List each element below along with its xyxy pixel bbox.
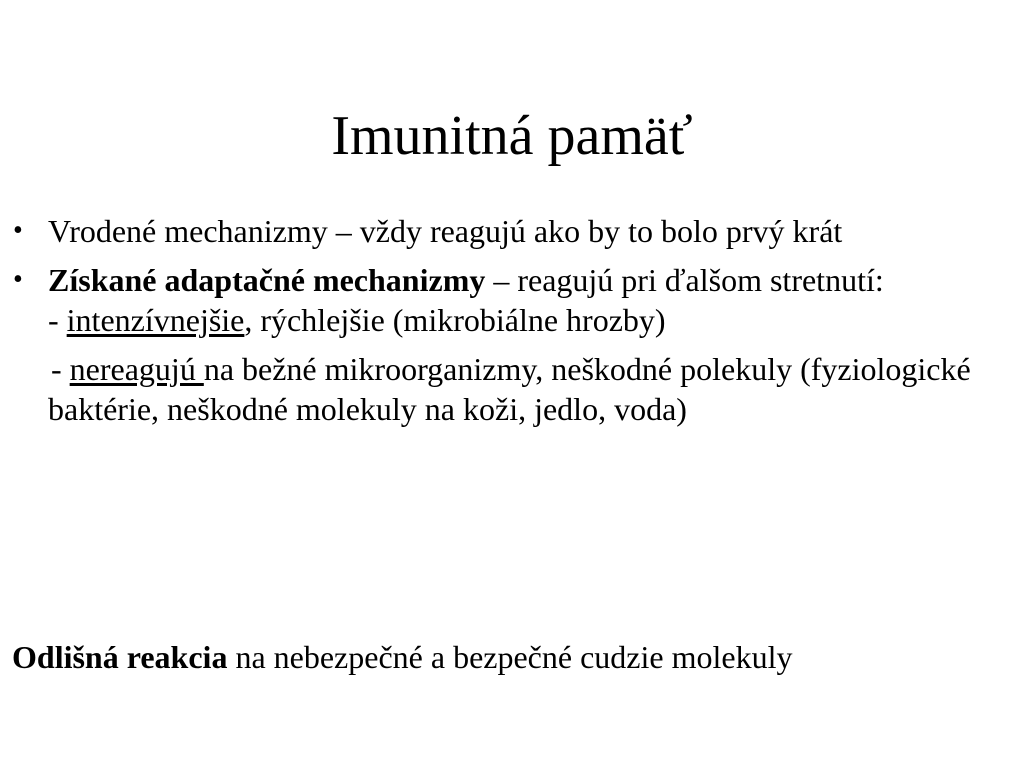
bullet-bold-text: Získané adaptačné mechanizmy [48,262,486,298]
sub-line-text: na bežné mikroorganizmy, neškodné polekuly (fyziologické baktérie, neškodné molekuly na koži, jedlo, voda) [48,351,971,427]
bullet-item-adaptive [0,260,978,340]
conclusion-text: na nebezpečné a bezpečné cudzie molekuly [227,639,793,675]
sub-line-intensity [48,300,978,340]
sub-item-non-reaction [0,349,978,429]
bullet-text: Vrodené mechanizmy – vždy reagujú ako by to bolo prvý krát [48,213,843,249]
bullet-list [0,211,1024,429]
sub-line-text: , rýchlejšie (mikrobiálne hrozby) [244,302,666,338]
underlined-text: nereagujú [69,351,204,387]
bullet-text: – reagujú pri ďalšom stretnutí: [485,262,884,298]
bullet-dot-icon: • [13,215,23,246]
bullet-dot-icon: • [13,264,23,295]
conclusion-bold-text: Odlišná reakcia [12,639,228,675]
sub-line-prefix: - [51,351,70,387]
underlined-text: intenzívnejšie [66,302,245,338]
conclusion-line [12,637,792,677]
slide-title: Imunitná pamäť [331,105,693,167]
sub-line-prefix: - [48,302,67,338]
bullet-item-innate [0,211,978,251]
